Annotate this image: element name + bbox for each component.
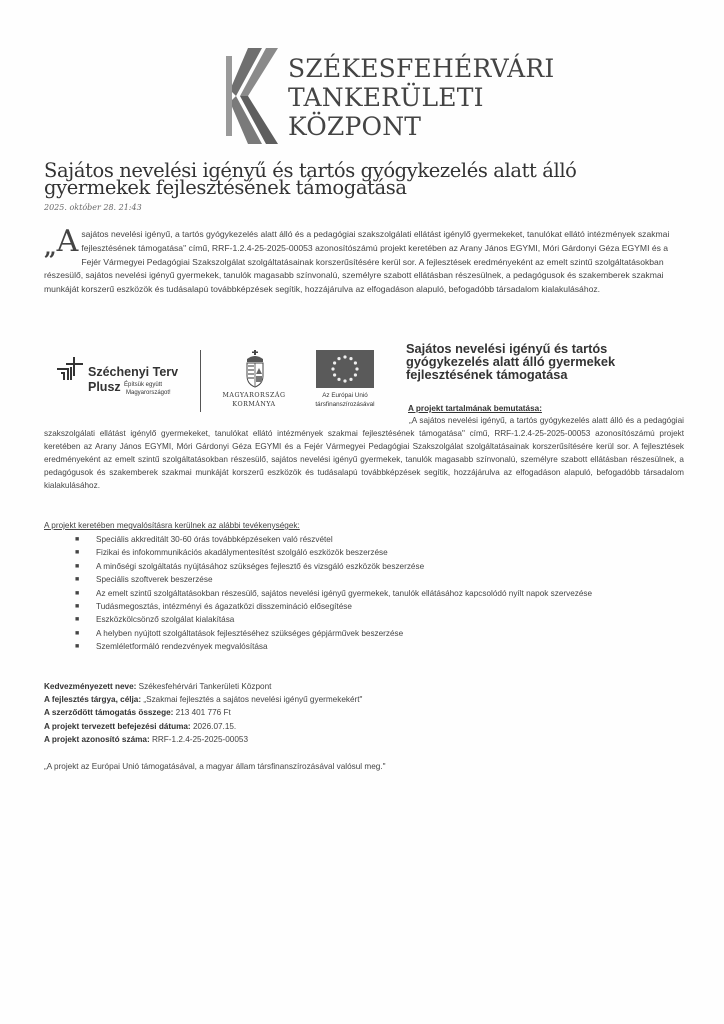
szechenyi-title: Széchenyi Terv	[88, 365, 179, 379]
fact-label: Kedvezményezett neve:	[44, 682, 137, 691]
logo-line-3: KÖZPONT	[288, 112, 422, 141]
k-stripes-logo-icon	[222, 48, 282, 144]
activity-item	[44, 640, 684, 653]
european-union-logo	[312, 350, 378, 416]
logo-line-2: TANKERÜLETI	[288, 83, 484, 112]
slogan-line-2: Magyarországot!	[126, 389, 171, 396]
bullet-icon: ■	[75, 616, 80, 624]
bullet-icon: ■	[75, 603, 80, 611]
fact-value: „Szakmai fejlesztés a sajátos nevelési igényű gyermekekért"	[143, 695, 363, 705]
activity-item	[44, 533, 684, 546]
hungarian-coat-of-arms-icon	[244, 350, 266, 388]
presentation-body: „A sajátos nevelési igényű, a tartós gyógykezelés alatt álló és a pedagógiai szakszolgálati ellátást igénylő gyermekeket, tanulókat ellátó intézmények szakmai fejlesztésének támogatása" című, RRF-1.2.4-25-2025-00053 azonosítószámú projekt keretében az Arany János EGYMI, Móri Gárdonyi Géza EGYMI és a Fejér Vármegyei Pedagógiai Szakszolgálat szolgáltatásainak korszerűsítésére kerül sor. A fejlesztések eredményeként az emelt szintű szolgáltatásokban részesülő, sajátos nevelési igényű gyermekek, tanulók magasabb színvonalú, személyre szabott ellátásban részesülnek, a pedagógusok és szakemberek szakmai munkáját korszerű eszközök és tudásalapú továbbképzések segítik, hozzájárulva az elfogadáson alapuló, befogadóbb társadalom kialakulásához.	[44, 416, 684, 490]
bullet-icon: ■	[75, 629, 80, 637]
tankeruleti-logo	[222, 48, 555, 144]
fact-end-date	[44, 720, 684, 733]
project-facts	[44, 680, 684, 746]
activity-text: Speciális szoftverek beszerzése	[96, 575, 213, 585]
gov-label	[214, 392, 294, 409]
fact-label: A szerződött támogatás összege:	[44, 708, 174, 718]
fact-label: A projekt tervezett befejezési dátuma:	[44, 721, 191, 731]
activity-text: Az emelt szintű szolgáltatásokban részesülő, sajátos nevelési igényű gyermekek, tanulók ellátásához kapcsolódó nyílt napok szervezése	[96, 588, 593, 598]
bullet-icon: ■	[75, 562, 80, 570]
activity-item	[44, 573, 684, 586]
magyarorszag-kormanya-logo	[214, 350, 294, 416]
fact-label: A projekt azonosító száma:	[44, 734, 150, 744]
bullet-icon: ■	[75, 643, 80, 651]
szechenyi-plusz: Plusz	[88, 380, 121, 394]
fact-value: 2026.07.15.	[192, 721, 237, 731]
fact-subject	[44, 693, 684, 706]
gov-line-1: MAGYARORSZÁG	[222, 392, 286, 399]
project-title: Sajátos nevelési igényű és tartós gyógykezelés alatt álló gyermekek fejlesztésének támogatása	[406, 341, 616, 382]
fact-value: 213 401 776 Ft	[175, 708, 231, 718]
activity-text: Szemléletformáló rendezvények megvalósítása	[96, 642, 268, 652]
intro-text: sajátos nevelési igényű, a tartós gyógykezelés alatt álló és a pedagógiai szakszolgálati ellátást igénylő gyermekeket, tanulókat ellátó intézmények szakmai fejlesztésének támogatása" című, RRF-1.2.4-25-2025-00053 azonosítószámú projekt keretében az Arany János EGYMI, Móri Gárdonyi Géza EGYMI és a Fejér Vármegyei Pedagógiai Szakszolgálat szolgáltatásainak korszerűsítésére kerül sor. A fejlesztések eredményeként az emelt szintű szolgáltatásokban részesülő, sajátos nevelési igényű gyermekek, tanulók magasabb színvonalú, személyre szabott ellátásban részesülnek, a pedagógusok és szakemberek szakmai munkáját korszerű eszközök és tudásalapú továbbképzések segítik, hozzájárulva az elfogadáson alapuló, befogadóbb társadalom kialakulásához.	[44, 229, 670, 295]
activity-text: Fizikai és infokommunikációs akadálymentesítést szolgáló eszközök beszerzése	[96, 548, 388, 558]
logo-line-1: SZÉKESFEHÉRVÁRI	[288, 54, 555, 83]
eu-flag-icon	[316, 350, 374, 388]
activity-item	[44, 627, 684, 640]
closing-statement: „A projekt az Európai Unió támogatásával, a magyar állam társfinanszírozásával valósul meg."	[44, 762, 386, 771]
fact-value: RRF-1.2.4-25-2025-00053	[151, 734, 249, 744]
activity-item	[44, 587, 684, 600]
intro-paragraph	[44, 224, 684, 297]
drop-cap-quote: „	[44, 235, 57, 261]
szechenyi-slogan	[124, 382, 184, 397]
activity-item	[44, 560, 684, 573]
activity-item	[44, 613, 684, 626]
activity-item	[44, 546, 684, 559]
activity-item	[44, 600, 684, 613]
gov-line-2: KORMÁNYA	[232, 400, 276, 408]
szechenyi-cross-icon	[56, 356, 86, 384]
article-title: Sajátos nevelési igényű és tartós gyógykezelés alatt álló gyermekek fejlesztésének támogatása	[44, 159, 577, 199]
fact-amount	[44, 706, 684, 719]
bullet-icon: ■	[75, 589, 80, 597]
eu-line-1: Az Európai Unió	[322, 392, 368, 399]
eu-label	[304, 392, 386, 409]
activities-list	[44, 533, 684, 654]
bullet-icon: ■	[75, 576, 80, 584]
logo-divider	[200, 350, 201, 412]
activity-text: A helyben nyújtott szolgáltatások fejlesztéséhez szükséges gépjárművek beszerzése	[96, 628, 404, 638]
eu-line-2: társfinanszírozásával	[315, 400, 375, 408]
bullet-icon: ■	[75, 536, 80, 543]
szechenyi-terv-plusz-logo	[56, 354, 206, 404]
activity-text: A minőségi szolgáltatás nyújtásához szükséges fejlesztő és vizsgáló eszközök beszerzése	[96, 561, 425, 571]
drop-cap	[44, 224, 79, 261]
presentation-text	[44, 414, 684, 492]
fact-project-id	[44, 733, 684, 746]
activity-text: Tudásmegosztás, intézményi és ágazatközi disszemináció elősegítése	[96, 602, 352, 612]
slogan-line-1: Építsük együtt	[124, 382, 163, 388]
fact-value: Székesfehérvári Tankerületi Központ	[138, 682, 272, 691]
logo-wordmark	[288, 54, 555, 141]
presentation-heading: A projekt tartalmának bemutatása:	[408, 404, 542, 413]
fact-beneficiary	[44, 680, 684, 693]
activity-text: Eszközkölcsönző szolgálat kialakítása	[96, 615, 235, 625]
drop-cap-letter: A	[56, 224, 79, 259]
article-date: 2025. október 28. 21:43	[44, 203, 142, 212]
bullet-icon: ■	[75, 549, 80, 557]
fact-label: A fejlesztés tárgya, célja:	[44, 695, 142, 705]
activities-heading: A projekt keretében megvalósításra kerülnek az alábbi tevékenységek:	[44, 521, 300, 530]
activity-text: Speciális akkreditált 30-60 órás továbbképzéseken való részvétel	[96, 535, 333, 544]
